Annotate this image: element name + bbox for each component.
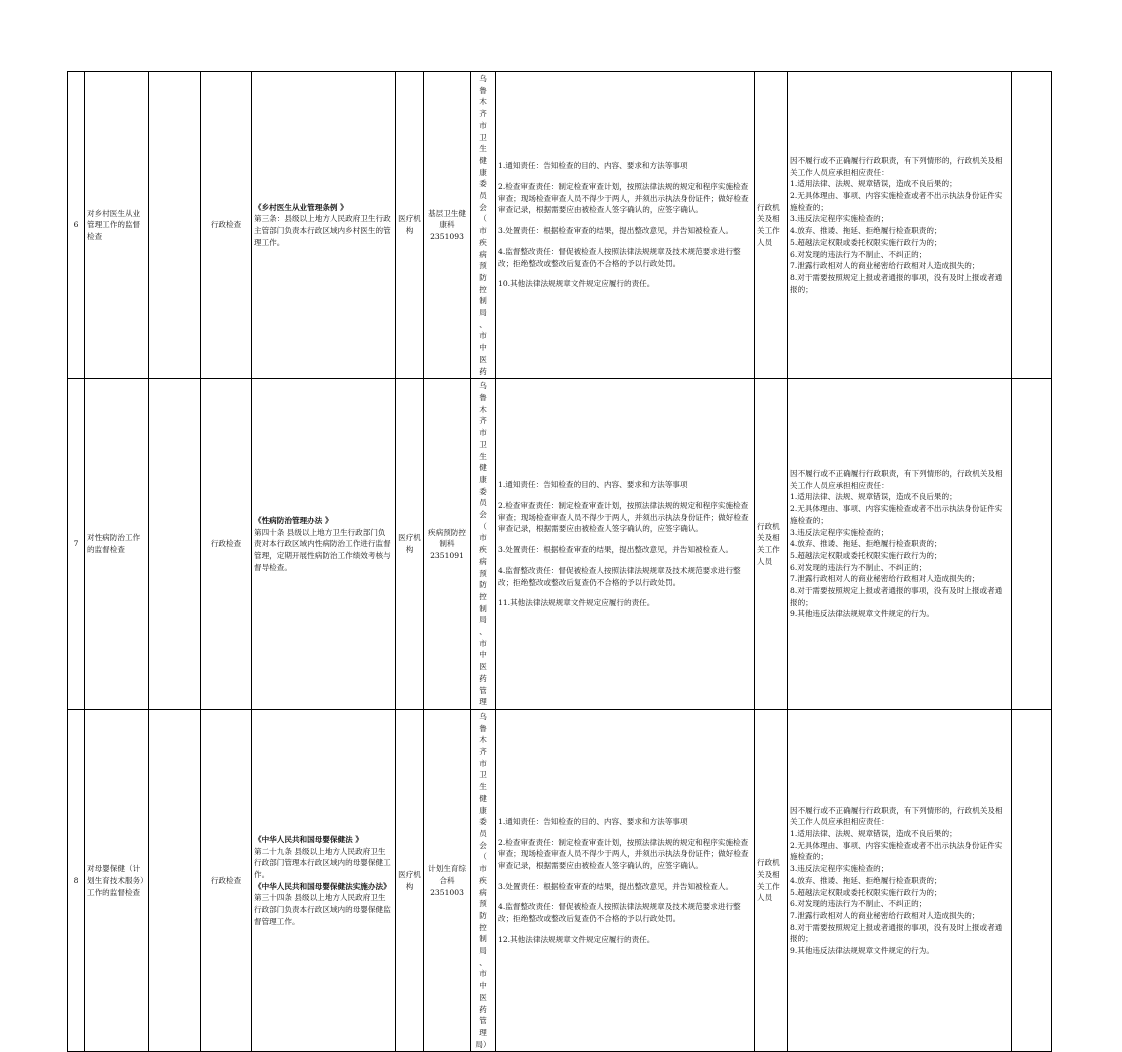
accountability-case: 因不履行或不正确履行行政职责，有下列情形的，行政机关及相关工作人员应承担相应责任：	[790, 805, 1003, 827]
accountability-case: 5.超越法定权限或委托权限实施行政行为的；	[790, 550, 942, 560]
agency-char: 健	[479, 793, 487, 803]
agency-char: 市	[479, 638, 487, 648]
agency-char: 会	[479, 840, 487, 850]
department-code: 2351091	[430, 550, 464, 560]
agency-char: 疾	[479, 875, 487, 885]
accountability-case: 6.对发现的违法行为不制止、不纠正的；	[790, 899, 927, 909]
responsibility-item: 3.处置责任：根据检查审查的结果，提出整改意见，并告知被检查人。	[498, 881, 734, 891]
agency-char: 控	[479, 284, 487, 294]
responsibility-item: 1.通知责任：告知检查的目的、内容、要求和方法等事项	[498, 816, 688, 826]
responsibility-items	[496, 379, 755, 710]
agency-char: 预	[479, 568, 487, 578]
agency-char: 市	[479, 533, 487, 543]
agency-char: 疾	[479, 545, 487, 555]
agency-char: 局	[479, 615, 487, 625]
accountability-case: 因不履行或不正确履行行政职责，有下列情形的，行政机关及相关工作人员应承担相应责任：	[790, 155, 1003, 177]
agency-char: 生	[479, 782, 487, 792]
responsibility-item: 10.其他法律法规规章文件规定应履行的责任。	[498, 279, 655, 289]
empty-cell	[149, 72, 201, 379]
accountability-target: 行政机关及相关工作人员	[755, 379, 788, 710]
agency-char: 乌	[479, 381, 487, 391]
responsibility-item: 1.通知责任：告知检查的目的、内容、要求和方法等事项	[498, 161, 688, 171]
power-type: 行政检查	[201, 709, 252, 1051]
agency-char: 木	[479, 97, 487, 107]
law-title-2: 《中华人民共和国母婴保健法实施办法》	[254, 881, 391, 891]
table-row	[68, 379, 1052, 710]
law-text: 第四十条 县级以上地方卫生行政部门负责对本行政区域内性病防治工作进行监督管理，定期开展性病防治工作绩效考核与督导检查。	[254, 527, 391, 572]
agency-char: 制	[479, 603, 487, 613]
agency-char: 康	[479, 474, 487, 484]
responsibility-item: 12.其他法律法规规章文件规定应履行的责任。	[498, 934, 655, 944]
agency-char: 委	[479, 179, 487, 189]
table-row	[68, 72, 1052, 379]
accountability-case: 3.违反法定程序实施检查的；	[790, 527, 889, 537]
agency-char: 市	[479, 226, 487, 236]
implementing-agency	[471, 709, 496, 1051]
agency-char: 局	[479, 308, 487, 318]
empty-cell	[149, 709, 201, 1051]
accountability-case: 2.无具体理由、事项、内容实施检查或者不出示执法身份证件实施检查的；	[790, 191, 1003, 212]
accountability-case: 7.泄露行政相对人的商业秘密给行政相对人造成损失的；	[790, 574, 980, 584]
agency-char: 齐	[479, 109, 487, 119]
agency-char: 乌	[479, 74, 487, 83]
legal-basis	[252, 379, 396, 710]
row-number: 6	[68, 72, 85, 379]
law-text: 第二十九条 县级以上地方人民政府卫生行政部门管理本行政区域内的母婴保健工作。	[254, 846, 391, 879]
agency-char: 卫	[479, 770, 487, 780]
agency-char: 齐	[479, 747, 487, 757]
legal-basis	[252, 709, 396, 1051]
law-title: 《乡村医生从业管理条例 》	[254, 202, 348, 212]
agency-char: 理	[479, 697, 487, 707]
agency-char: 药	[479, 366, 487, 376]
agency-char: 员	[479, 829, 487, 838]
agency-char: 卫	[479, 132, 487, 142]
power-list-table	[67, 71, 1052, 1052]
responsible-department	[424, 72, 471, 379]
accountability-case: 8.对于需要按照规定上报或者通报的事项，没有及时上报或者通报的；	[790, 272, 1003, 294]
department-name: 计划生育综合科	[428, 864, 466, 885]
agency-char: 鲁	[479, 392, 487, 402]
accountability-case: 6.对发现的违法行为不制止、不纠正的；	[790, 562, 927, 572]
item-name: 对性病防治工作的监督检查	[85, 379, 149, 710]
empty-cell	[1012, 72, 1052, 379]
accountability-case: 4.放弃、推诿、拖延、拒绝履行检查职责的；	[790, 539, 942, 549]
agency-char: 药	[479, 1004, 487, 1014]
law-title: 《中华人民共和国母婴保健法 》	[254, 834, 363, 844]
responsibility-items	[496, 709, 755, 1051]
accountability-target: 行政机关及相关工作人员	[755, 72, 788, 379]
agency-char: 委	[479, 486, 487, 496]
agency-char: 市	[479, 969, 487, 979]
agency-char: 市	[479, 331, 487, 341]
law-title: 《性病防治管理办法 》	[254, 515, 333, 525]
accountability-target: 行政机关及相关工作人员	[755, 709, 788, 1051]
agency-char: 健	[479, 463, 487, 473]
responsibility-item: 2.检查审查责任：制定检查审查计划，按照法律法规的规定和程序实施检查审查；现场检查审查人员不得少于两人，并须出示执法身份证件；做好检查审查记录，根据需要应由被检查人签字确认的，应签字确认。	[498, 501, 749, 534]
accountability-case: 1.适用法律、法规、规章错误，造成不良后果的；	[790, 829, 957, 838]
accountability-case: 8.对于需要按照规定上报或者通报的事项，没有及时上报或者通报的；	[790, 586, 1003, 607]
agency-char: 防	[479, 910, 487, 920]
agency-char: 中	[479, 343, 487, 353]
accountability-case: 1.适用法律、法规、规章错误，造成不良后果的；	[790, 179, 957, 189]
responsibility-item: 2.检查审查责任：制定检查审查计划，按照法律法规的规定和程序实施检查审查；现场检查审查人员不得少于两人，并须出示执法身份证件；做好检查审查记录，根据需要应由被检查人签字确认的，应签字确认。	[498, 182, 749, 215]
accountability-case: 3.违反法定程序实施检查的；	[790, 214, 889, 224]
agency-char: 生	[479, 451, 487, 461]
law-text-2: 第三十四条 县级以上地方人民政府卫生行政部门负责本行政区域内的母婴保健监督管理工作。	[254, 893, 391, 926]
agency-char: 管	[479, 685, 487, 695]
accountability-case: 2.无具体理由、事项、内容实施检查或者不出示执法身份证件实施检查的；	[790, 840, 1003, 862]
department-code: 2351093	[430, 231, 464, 241]
responsibility-item: 1.通知责任：告知检查的目的、内容、要求和方法等事项	[498, 480, 688, 490]
agency-char: 员	[479, 191, 487, 201]
agency-char: 制	[479, 296, 487, 306]
responsible-department	[424, 709, 471, 1051]
accountability-case: 8.对于需要按照规定上报或者通报的事项，没有及时上报或者通报的；	[790, 922, 1003, 944]
item-name: 对母婴保健（计划生育技术服务）工作的监督检查	[85, 709, 149, 1051]
agency-char: 控	[479, 922, 487, 932]
department-name: 基层卫生健康科	[428, 208, 466, 230]
agency-char: 会	[479, 510, 487, 520]
agency-char: 医	[479, 662, 487, 672]
row-number: 7	[68, 379, 85, 710]
agency-char: 药	[479, 673, 487, 683]
agency-char: 鲁	[479, 85, 487, 95]
agency-char: 中	[479, 981, 487, 991]
agency-char: 中	[479, 650, 487, 660]
agency-char: 防	[479, 580, 487, 590]
responsibility-items	[496, 72, 755, 379]
accountability-case: 6.对发现的违法行为不制止、不纠正的；	[790, 249, 927, 259]
power-type: 行政检查	[201, 72, 252, 379]
agency-char: 、	[479, 957, 487, 967]
accountability-case: 4.放弃、推诿、拖延、拒绝履行检查职责的；	[790, 226, 942, 236]
responsibility-item: 4.监督整改责任：督促被检查人按照法律法规规章及技术规范要求进行整改；拒绝整改或整改后复查仍不合格的予以行政处罚。	[498, 246, 741, 268]
implementing-agency	[471, 72, 496, 379]
agency-char: 乌	[479, 711, 487, 721]
agency-char: 木	[479, 404, 487, 414]
responsibility-item: 2.检查审查责任：制定检查审查计划，按照法律法规的规定和程序实施检查审查；现场检查审查人员不得少于两人，并须出示执法身份证件；做好检查审查记录，根据需要应由被检查人签字确认的，应签字确认。	[498, 837, 749, 870]
law-text: 第三条：县级以上地方人民政府卫生行政主管部门负责本行政区域内乡村医生的管理工作。	[254, 214, 391, 247]
accountability-case: 因不履行或不正确履行行政职责，有下列情形的，行政机关及相关工作人员应承担相应责任：	[790, 469, 1003, 490]
accountability-case: 9.其他违反法律法规规章文件规定的行为。	[790, 946, 934, 956]
responsibility-item: 11.其他法律法规规章文件规定应履行的责任。	[498, 598, 655, 608]
item-name: 对乡村医生从业管理工作的监督检查	[85, 72, 149, 379]
agency-char: 鲁	[479, 723, 487, 733]
agency-char: 康	[479, 167, 487, 177]
agency-char: 医	[479, 992, 487, 1002]
department-name: 疾病预防控制科	[428, 527, 466, 549]
agency-char: （	[479, 521, 487, 531]
agency-char: 齐	[479, 416, 487, 426]
agency-char: （	[479, 214, 487, 224]
accountability-case: 7.泄露行政相对人的商业秘密给行政相对人造成损失的；	[790, 261, 980, 271]
accountability-case: 5.超越法定权限或委托权限实施行政行为的；	[790, 887, 942, 897]
agency-char: 市	[479, 428, 487, 438]
agency-char: 市	[479, 758, 487, 768]
agency-char: 制	[479, 934, 487, 944]
agency-char: 控	[479, 591, 487, 601]
row-number: 8	[68, 709, 85, 1051]
agency-char: 、	[479, 627, 487, 637]
accountability-cases	[788, 709, 1012, 1051]
agency-char: 预	[479, 261, 487, 271]
responsibility-item: 3.处置责任：根据检查审查的结果，提出整改意见，并告知被检查人。	[498, 226, 734, 236]
agency-char: 医	[479, 354, 487, 364]
inspected-subject: 医疗机构	[396, 379, 424, 710]
agency-char: 委	[479, 817, 487, 827]
agency-char: 预	[479, 899, 487, 909]
inspected-subject: 医疗机构	[396, 72, 424, 379]
agency-char: 、	[479, 319, 487, 329]
accountability-case: 1.适用法律、法规、规章错误，造成不良后果的；	[790, 492, 957, 502]
agency-char: 病	[479, 249, 487, 259]
agency-char: 卫	[479, 439, 487, 449]
agency-char: 会	[479, 202, 487, 212]
responsibility-item: 4.监督整改责任：督促被检查人按照法律法规规章及技术规范要求进行整改；拒绝整改或整改后复查仍不合格的予以行政处罚。	[498, 565, 741, 587]
agency-char: 健	[479, 155, 487, 165]
agency-char: 市	[479, 120, 487, 130]
empty-cell	[149, 379, 201, 710]
table-row	[68, 709, 1052, 1051]
agency-char: 市	[479, 864, 487, 874]
empty-cell	[1012, 379, 1052, 710]
agency-char: 康	[479, 805, 487, 815]
accountability-case: 9.其他违反法律法规规章文件规定的行为。	[790, 609, 934, 619]
department-code: 2351003	[430, 887, 464, 897]
agency-char: 局	[479, 946, 487, 956]
responsibility-item: 4.监督整改责任：督促被检查人按照法律法规规章及技术规范要求进行整改；拒绝整改或整改后复查仍不合格的予以行政处罚。	[498, 902, 741, 924]
empty-cell	[1012, 709, 1052, 1051]
agency-char: 疾	[479, 237, 487, 247]
agency-char: 病	[479, 556, 487, 566]
agency-char: 局）	[475, 1039, 491, 1049]
accountability-case: 3.违反法定程序实施检查的；	[790, 864, 889, 874]
accountability-case: 5.超越法定权限或委托权限实施行政行为的；	[790, 237, 942, 247]
accountability-case: 2.无具体理由、事项、内容实施检查或者不出示执法身份证件实施检查的；	[790, 504, 1003, 525]
responsibility-item: 3.处置责任：根据检查审查的结果，提出整改意见，并告知被检查人。	[498, 545, 734, 555]
inspected-subject: 医疗机构	[396, 709, 424, 1051]
accountability-cases	[788, 379, 1012, 710]
agency-char: 管	[479, 1016, 487, 1026]
agency-char: 防	[479, 272, 487, 282]
accountability-case: 4.放弃、推诿、拖延、拒绝履行检查职责的；	[790, 875, 942, 885]
legal-basis	[252, 72, 396, 379]
agency-char: 理	[479, 1027, 487, 1037]
agency-char: （	[479, 852, 487, 862]
accountability-cases	[788, 72, 1012, 379]
agency-char: 病	[479, 887, 487, 897]
implementing-agency	[471, 379, 496, 710]
accountability-case: 7.泄露行政相对人的商业秘密给行政相对人造成损失的；	[790, 910, 980, 920]
agency-char: 木	[479, 735, 487, 745]
agency-char: 员	[479, 498, 487, 508]
agency-char: 生	[479, 144, 487, 154]
responsible-department	[424, 379, 471, 710]
power-type: 行政检查	[201, 379, 252, 710]
